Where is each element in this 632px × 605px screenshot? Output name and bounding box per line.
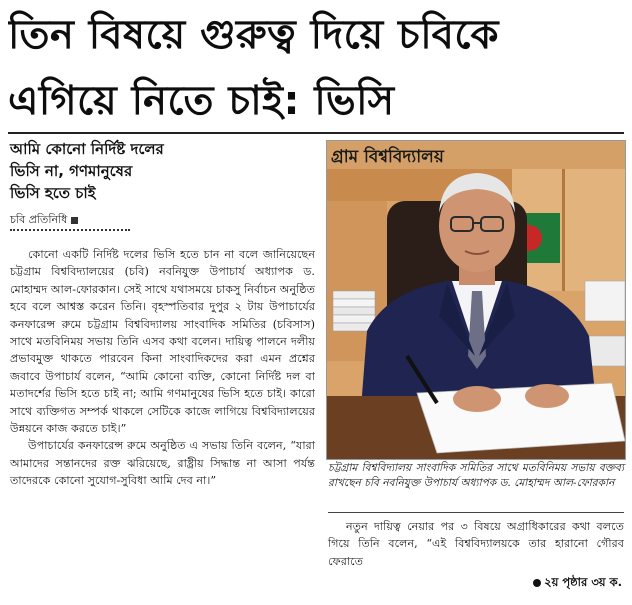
photo-sign-text: গ্রাম বিশ্ববিদ্যালয়	[331, 147, 444, 167]
continuation-paragraph-1: নতুন দায়িত্ব নেয়ার পর ৩ বিষয়ে অগ্রাধিকারের কথা বলতে গিয়ে তিনি বলেন, “এই বিশ্ববিদ্যালয়কে তার হারানো গৌরব ফেরাতে	[328, 520, 624, 568]
article-body	[10, 246, 315, 490]
photo-caption: চট্টগ্রাম বিশ্ববিদ্যালয় সাংবাদিক সমিতির সাথে মতবিনিময় সভায় বক্তব্য রাখছেন চবি নবনিযুক্ত উপাচার্য অধ্যাপক ড. মোহাম্মদ আল-ফোরকান	[328, 462, 624, 489]
byline-text: চবি প্রতিনিধি	[10, 213, 68, 226]
subheadline-line-1: আমি কোনো নির্দিষ্ট দলের	[10, 140, 164, 158]
vc-portrait-illustration	[327, 141, 625, 459]
headline	[8, 2, 624, 134]
continued-on-page	[533, 574, 622, 593]
article-continuation	[328, 518, 624, 570]
bullet-icon	[533, 579, 541, 587]
subheadline	[10, 138, 310, 204]
article-photo	[326, 140, 626, 460]
byline-dotted-rule	[10, 229, 130, 231]
byline	[10, 211, 78, 230]
continued-on-page-text: ২য় পৃষ্ঠার ৩য় ক.	[544, 575, 622, 589]
article-paragraph-2: উপাচার্যের কনফারেন্স রুমে অনুষ্ঠিত এ সভায় তিনি বলেন, “যারা আমাদের সন্তানদের রক্ত ঝরিয়েছে, রাষ্ট্রীয় সিদ্ধান্ত না আসা পর্যন্ত তাদেরকে কোনো সুযোগ-সুবিধা আমি দেব না।”	[10, 439, 315, 488]
subheadline-line-3: ভিসি হতে চাই	[10, 184, 96, 202]
caption-divider	[328, 512, 624, 513]
subheadline-line-2: ভিসি না, গণমানুষের	[10, 162, 133, 180]
headline-line-1: তিন বিষয়ে গুরুত্ব দিয়ে চবিকে	[8, 12, 499, 58]
headline-divider	[8, 132, 624, 134]
byline-square-icon	[71, 217, 78, 224]
article-paragraph-1: কোনো একটি নির্দিষ্ট দলের ভিসি হতে চান না বলে জানিয়েছেন চট্টগ্রাম বিশ্ববিদ্যালয়ের (চবি) নবনিযুক্ত উপাচার্য অধ্যাপক ড. মোহাম্মদ আল-ফোরকান। সেই সাথে যথাসময়ে চাকসু নির্বাচন অনুষ্ঠিত হবে বলে আশ্বস্ত করেন তিনি। বৃহস্পতিবার দুপুর ২ টায় উপাচার্যের কনফারেন্স রুমে চট্টগ্রাম বিশ্ববিদ্যালয় সাংবাদিক সমিতির (চবিসাস) সাথে মতবিনিময় সভায় তিনি এসব কথা বলেন। দায়িত্ব পালনে দলীয় প্রভাবমুক্ত থাকতে পারবেন কিনা সাংবাদিকদের করা এমন প্রশ্নের জবাবে উপাচার্য বলেন, “আমি কোনো ব্যক্তি, কোনো নির্দিষ্ট দল বা মতাদর্শের ভিসি হতে চাই না; আমি গণমানুষের ভিসি হতে চাই। কারো সাথে ব্যক্তিগত সম্পর্ক থাকলে সেটিকে কাজে লাগিয়ে বিশ্ববিদ্যালয়ের উন্নয়নে কাজ করতে চাই।”	[10, 248, 315, 436]
headline-line-2: এগিয়ে নিতে চাই: ভিসি	[8, 78, 395, 124]
